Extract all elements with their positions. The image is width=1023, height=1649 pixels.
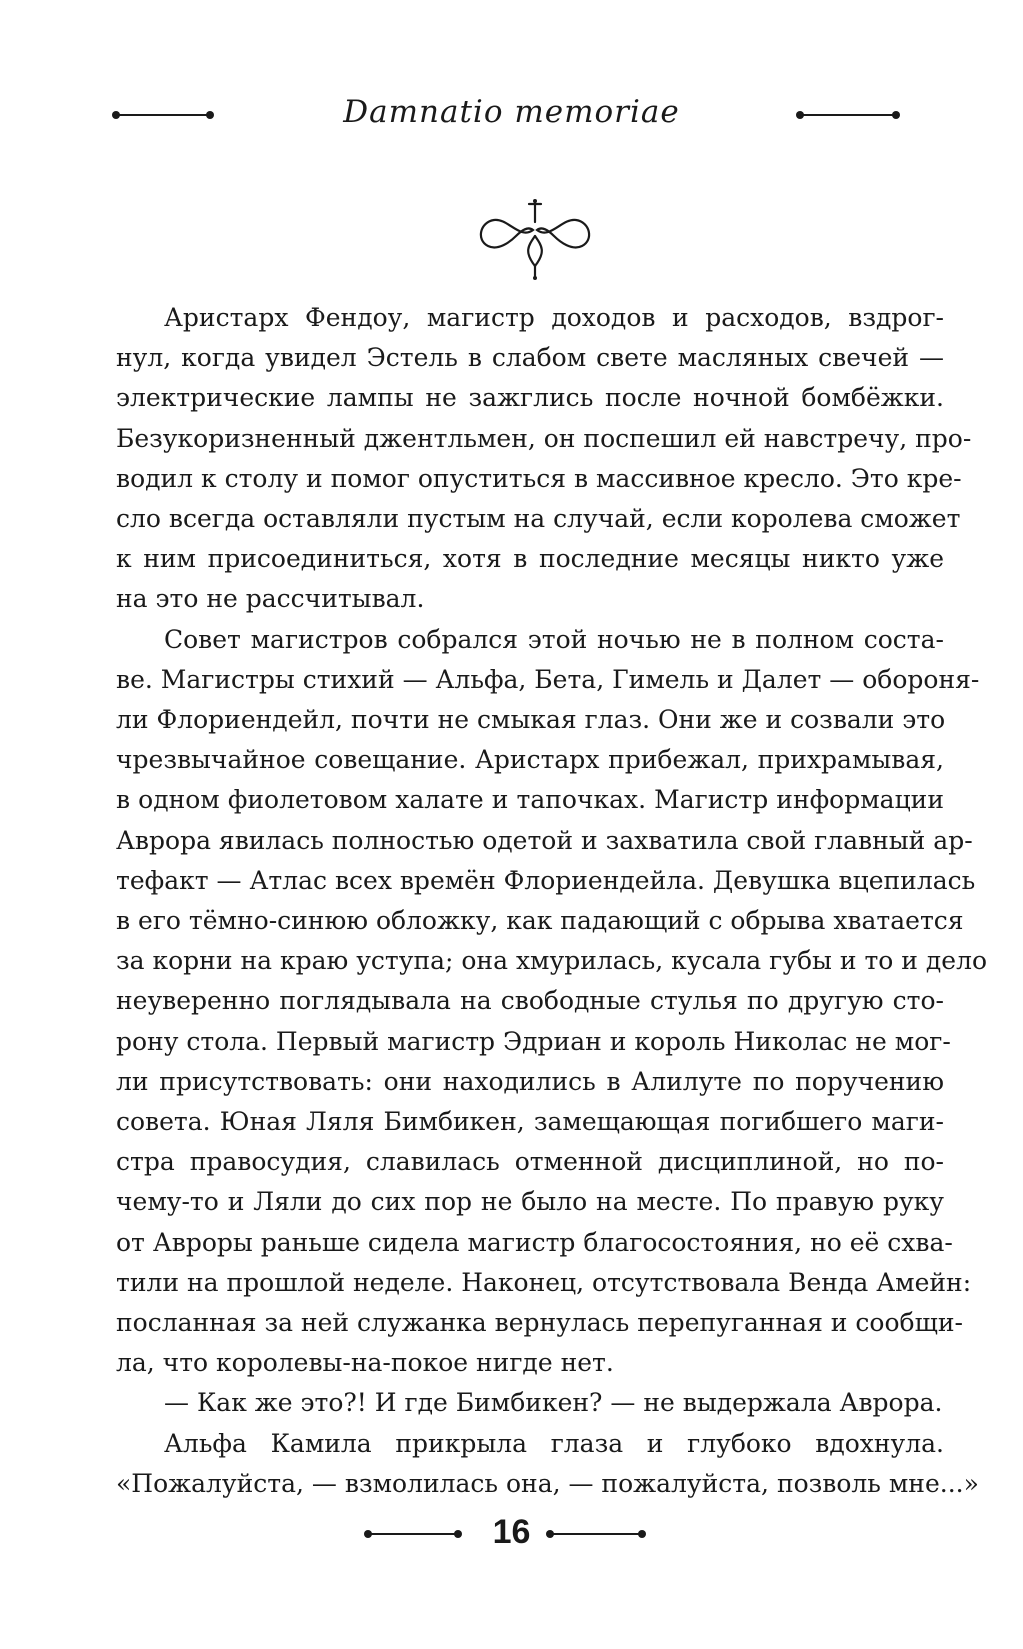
text-line: водил к столу и помог опуститься в массивное кресло. Это кре- bbox=[116, 463, 962, 493]
text-line: чрезвычайное совещание. Аристарх прибежал, прихрамывая, bbox=[116, 745, 944, 775]
text-line: тефакт — Атлас всех времён Флориендейла. Девушка вцепилась bbox=[116, 865, 976, 895]
paragraph-3 bbox=[116, 1383, 944, 1423]
header-right-dot-end bbox=[892, 111, 900, 119]
running-title: Damnatio memoriae bbox=[343, 94, 680, 130]
text-line: нул, когда увидел Эстель в слабом свете масляных свечей — bbox=[116, 343, 944, 373]
paragraph-2 bbox=[116, 620, 988, 1384]
text-line: от Авроры раньше сидела магистр благосостояния, но её схва- bbox=[116, 1227, 953, 1257]
text-line: в одном фиолетовом халате и тапочках. Магистр информации bbox=[116, 785, 944, 815]
text-line: Аврора явилась полностью одетой и захватила свой главный ар- bbox=[116, 825, 973, 855]
text-line: Безукоризненный джентльмен, он поспешил ей навстречу, про- bbox=[116, 423, 972, 453]
paragraph-1 bbox=[116, 298, 972, 620]
text-line: сло всегда оставляли пустым на случай, если королева сможет bbox=[116, 504, 961, 534]
text-line: ли Флориендейл, почти не смыкая глаз. Они же и созвали это bbox=[116, 705, 946, 735]
text-line: рону стола. Первый магистр Эдриан и король Николас не мог- bbox=[116, 1026, 951, 1056]
text-line: к ним присоединиться, хотя в последние месяцы никто уже bbox=[116, 544, 944, 574]
footer-right-dot-end bbox=[638, 1530, 646, 1538]
text-line: Альфа Камила прикрыла глаза и глубоко вдохнула. bbox=[164, 1428, 944, 1458]
running-header bbox=[0, 84, 1023, 144]
text-line: в его тёмно-синюю обложку, как падающий с обрыва хватается bbox=[116, 906, 964, 936]
text-line: неуверенно поглядывала на свободные стулья по другую сто- bbox=[116, 986, 944, 1016]
text-line: тили на прошлой неделе. Наконец, отсутствовала Венда Амейн: bbox=[116, 1267, 972, 1297]
text-line: «Пожалуйста, — взмолилась она, — пожалуйста, позволь мне...» bbox=[116, 1468, 979, 1498]
text-line: чему-то и Ляли до сих пор не было на месте. По правую руку bbox=[116, 1187, 944, 1217]
text-line: ли присутствовать: они находились в Алилуте по поручению bbox=[116, 1066, 944, 1096]
text-line: посланная за ней служанка вернулась перепуганная и сообщи- bbox=[116, 1308, 963, 1338]
text-line: Аристарх Фендоу, магистр доходов и расходов, вздрог- bbox=[164, 303, 944, 332]
text-line: ве. Магистры стихий — Альфа, Бета, Гимель и Далет — обороня- bbox=[116, 664, 980, 694]
text-line: ла, что королевы-на-покое нигде нет. bbox=[116, 1348, 614, 1378]
header-right-rule bbox=[802, 114, 896, 116]
flourish-ornament-icon bbox=[470, 196, 600, 286]
body-text bbox=[116, 298, 988, 1504]
text-line: стра правосудия, славилась отменной дисциплиной, но по- bbox=[116, 1147, 944, 1177]
text-line: на это не рассчитывал. bbox=[116, 584, 425, 614]
text-line: за корни на краю уступа; она хмурилась, кусала губы и то и дело bbox=[116, 946, 988, 976]
paragraph-4 bbox=[116, 1424, 979, 1504]
text-line: Совет магистров собрался этой ночью не в полном соста- bbox=[164, 624, 944, 654]
footer-right-rule bbox=[552, 1533, 642, 1535]
page-number: 16 bbox=[492, 1513, 531, 1551]
text-line: совета. Юная Ляля Бимбикен, замещающая погибшего маги- bbox=[116, 1107, 944, 1137]
text-line: электрические лампы не зажглись после ночной бомбёжки. bbox=[116, 383, 944, 413]
page-footer bbox=[0, 1506, 1023, 1566]
text-line: — Как же это?! И где Бимбикен? — не выдержала Аврора. bbox=[164, 1388, 943, 1418]
